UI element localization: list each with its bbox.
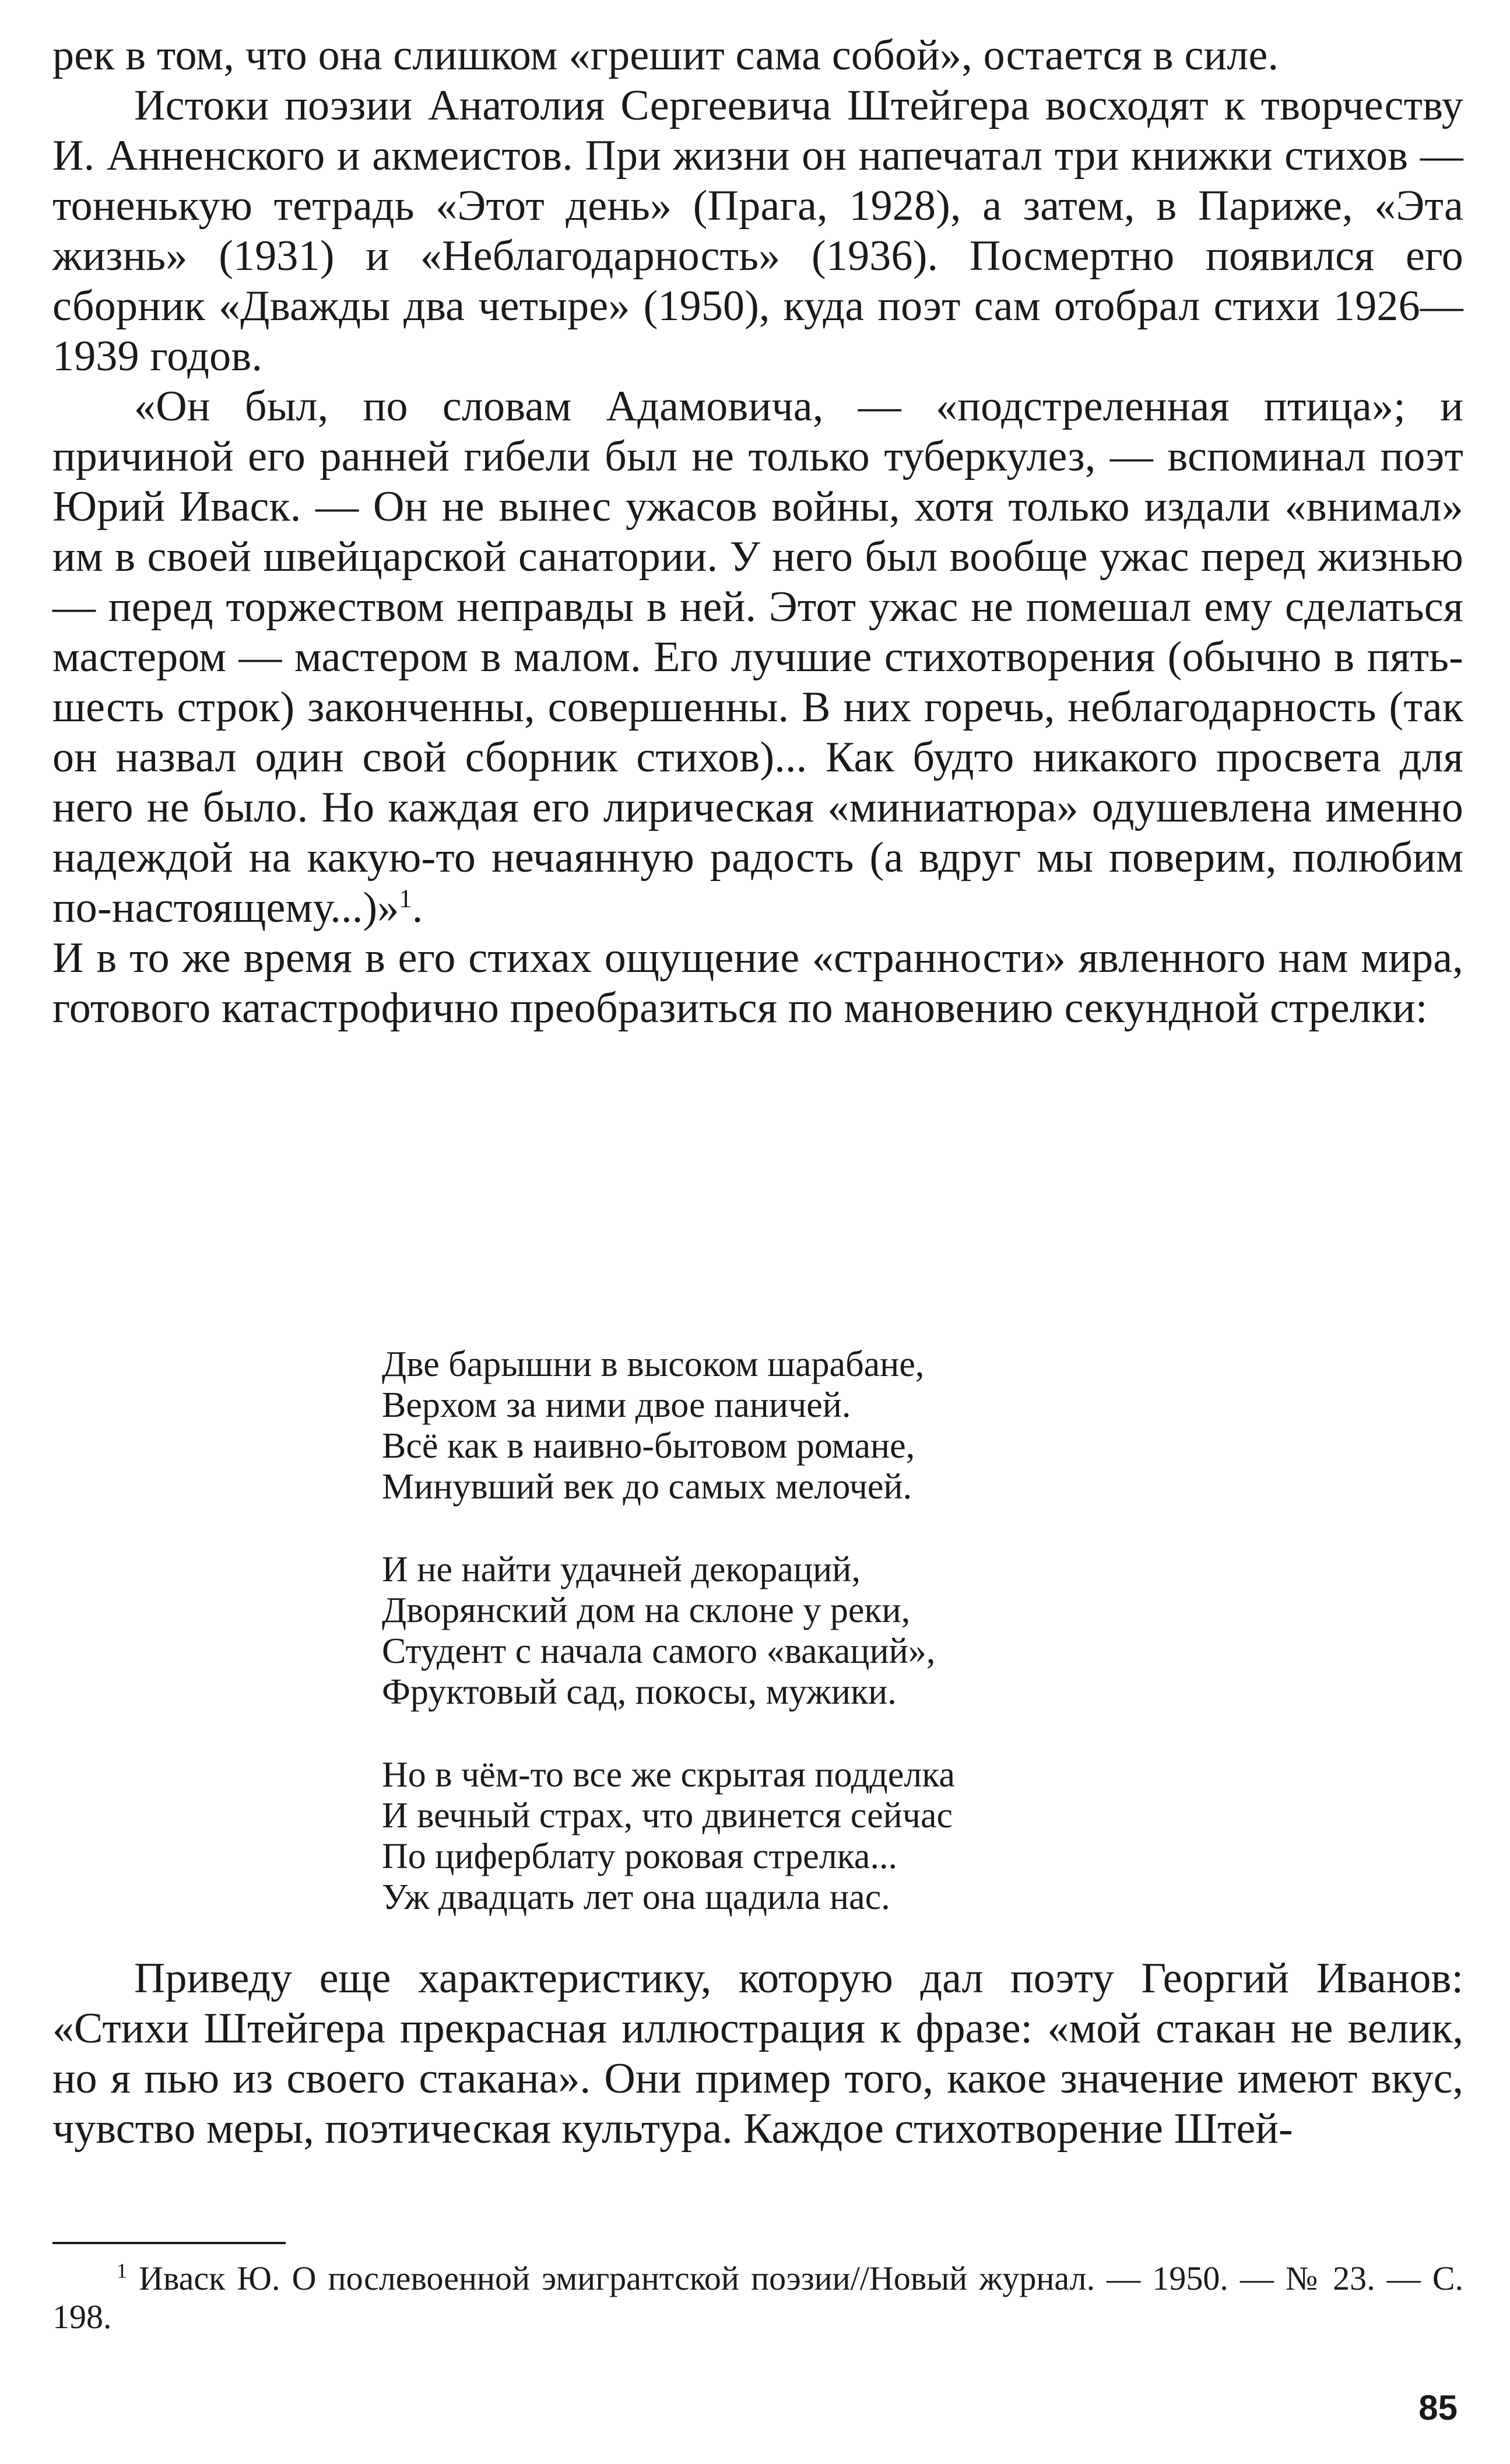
poem [382,1344,1431,1918]
paragraph-ivask-quote: «Он был, по словам Адамовича, — «подстреленная птица»; и причиной его ранней гибели был не только туберкулез, — вспоминал поэт Юрий Иваск. — Он не вынес ужасов войны, хотя только издали «внимал» им в своей швейцарской санатории. У него был вообще ужас перед жизнью — перед торжеством неправды в ней. Этот ужас не помешал ему сделаться мастером — мастером в малом. Его лучшие стихотворения (обычно в пять-шесть строк) законченны, совершенны. В них горечь, неблагодарность (так он назвал один свой сборник стихов)... Как будто никакого просвета для него не было. Но каждая его лирическая «миниатюра» одушевлена именно надеждой на какую-то нечаянную радость (а вдруг мы поверим, полюбим по-настоящему...)»$^1$. [52,382,1463,932]
poem-line: Две барышни в высоком шарабане, [382,1345,925,1384]
footnote-number: 1 [117,2259,127,2283]
poem-line: Всё как в наивно-бытовом романе, [382,1426,915,1466]
paragraph-continuation: рек в том, что она слишком «грешит сама собой», остается в силе. [52,31,1279,79]
paragraph-origins: Истоки поэзии Анатолия Сергеевича Штейгера восходят к творчеству И. Анненского и акмеистов. При жизни он напечатал три книжки стихов — тоненькую тетрадь «Этот день» (Прага, 1928), а затем, в Париже, «Эта жизнь» (1931) и «Неблагодарность» (1936). Посмертно появился его сборник «Дважды два четыре» (1950), куда поэт сам отобрал стихи 1926—1939 годов. [52,82,1463,380]
poem-line: Уж двадцать лет она щадила нас. [382,1877,890,1917]
page-number: 85 [1418,2388,1458,2427]
poem-line: Дворянский дом на склоне у реки, [382,1591,911,1630]
post-poem-text [52,1953,1463,2154]
poem-line: И не найти удачней декораций, [382,1550,861,1589]
poem-stanza [382,1344,1431,1507]
poem-line: Фруктовый сад, покосы, мужики. [382,1672,897,1712]
poem-line: Но в чём-то все же скрытая подделка [382,1755,955,1795]
poem-line: Студент с начала самого «вакаций», [382,1631,936,1671]
footnote-author: Иваск Ю. [139,2259,280,2297]
footnote-text: О послевоенной эмигрантской поэзии//Новый журнал. — 1950. — № 23. — С. 198. [52,2259,1464,2336]
paragraph-strangeness: И в то же время в его стихах ощущение «странности» явленного нам мира, готового катастрофично преобразиться по мановению секундной стрелки: [52,934,1463,1032]
poem-line: И вечный страх, что двинется сейчас [382,1796,953,1835]
poem-line: Минувший век до самых мелочей. [382,1467,912,1507]
poem-stanza [382,1549,1431,1712]
footnote-divider [52,2242,286,2244]
footnote [52,2259,1463,2336]
main-text [52,30,1463,1033]
footnote-marker: 1 [399,884,412,913]
poem-line: По циферблату роковая стрелка... [382,1837,897,1876]
paragraph-ivanov: Приведу еще характеристику, которую дал поэту Георгий Иванов: «Стихи Штейгера прекрасная иллюстрация к фразе: «мой стакан не велик, но я пью из своего стакана». Они пример того, какое значение имеют вкус, чувство меры, поэтическая культура. Каждое стихотворение Штей- [52,1954,1463,2153]
quote-text: «Он был, по словам Адамовича, — «подстреленная птица»; и причиной его ранней гибели был не только туберкулез, — вспоминал поэт Юрий Иваск. — Он не вынес ужасов войны, хотя только издали «внимал» им в своей швейцарской санатории. У него был вообще ужас перед жизнью — перед торжеством неправды в ней. Этот ужас не помешал ему сделаться мастером — мастером в малом. Его лучшие стихотворения (обычно в пять-шесть строк) законченны, совершенны. В них горечь, неблагодарность (так он назвал один свой сборник стихов)... Как будто никакого просвета для него не было. Но каждая его лирическая «миниатюра» одушевлена именно надеждой на какую-то нечаянную радость (а вдруг мы поверим, полюбим по-настоящему...)» [52,382,1463,932]
poem-line: Верхом за ними двое паничей. [382,1385,851,1425]
poem-stanza [382,1754,1431,1918]
